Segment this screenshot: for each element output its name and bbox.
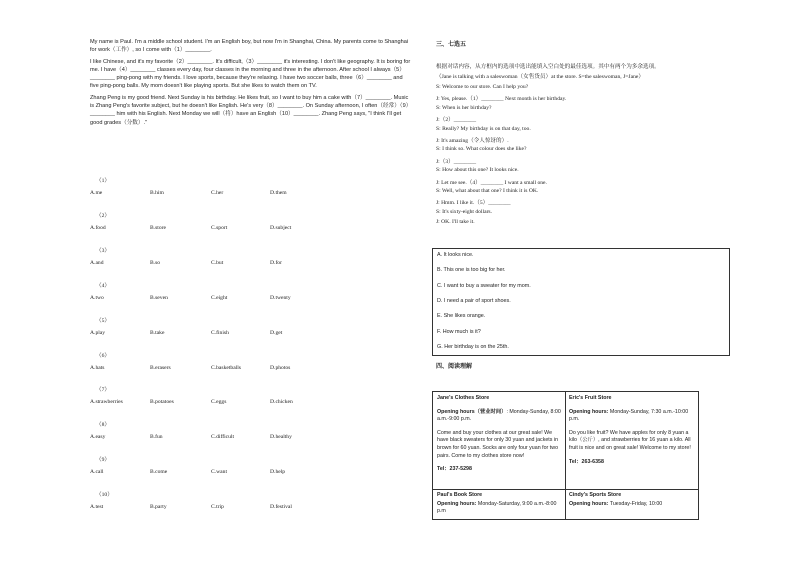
store-cell-eric (569, 395, 693, 466)
answer-option[interactable]: D.healthy (270, 434, 292, 441)
section-3-context: （Jane is talking with a saleswoman（女售货员）at the store. S=the saleswoman, J=Jane） (436, 74, 644, 80)
section-3-title: 三、七选五 (436, 42, 467, 48)
answer-option[interactable]: B.potatoes (150, 399, 174, 406)
question-number: （10） (96, 492, 113, 499)
answer-option[interactable]: A.me (90, 190, 103, 196)
store-name: Cindy's Sports Store (569, 492, 622, 498)
answer-option[interactable]: B.so (150, 259, 161, 266)
dialogue-line: S: Welcome to our store. Can I help you? (436, 84, 529, 90)
question-number: （9） (96, 457, 110, 464)
store-cell-jane (437, 395, 561, 474)
dialogue-line: J: Let me see.（4）________ I want a small one. (436, 179, 547, 186)
question-number: （4） (96, 282, 110, 289)
store-name: Eric's Fruit Store (569, 395, 612, 401)
store-hours: Opening hours（营业时间）: Monday-Sunday, 8:00 a.m.-9:00 p.m. (437, 408, 561, 423)
section-3-instruction: 根据对话内容，从方框内的选项中选出能填入空白处的最佳选项。其中有两个为多余选项。 (436, 64, 660, 70)
answer-option[interactable]: A.test (90, 504, 104, 511)
store-text: Come and buy your clothes at our great sale! We have black sweaters for only 30 yuan and jackets in brown for 60 yuan. Socks are only four yuan for two pairs. Come to my clothes store now! (437, 429, 559, 459)
choice-option[interactable]: D. I need a pair of sport shoes. (437, 297, 511, 304)
answer-option[interactable]: C.sport (211, 224, 228, 231)
answer-option[interactable]: D.get (270, 329, 283, 336)
question-number: （6） (96, 352, 110, 359)
answer-option[interactable]: D.twenty (270, 294, 291, 301)
dialogue-line: J: OK. I'll take it. (436, 219, 475, 226)
answer-option[interactable]: D.chicken (270, 399, 293, 406)
dialogue-line: S: When is her birthday? (436, 104, 492, 111)
table-divider (565, 392, 566, 519)
dialogue-line: S: Really? My birthday is on that day, too. (436, 125, 531, 132)
answer-option[interactable]: C.but (211, 259, 224, 266)
answer-option[interactable]: C.difficult (211, 434, 235, 441)
store-cell-cindy (569, 492, 693, 508)
choice-option[interactable]: F. How much is it? (437, 328, 481, 335)
store-name: Paul's Book Store (437, 492, 483, 498)
answer-option[interactable]: C.want (211, 469, 228, 476)
answer-option[interactable]: D.for (270, 259, 282, 266)
cloze-passage (90, 38, 412, 130)
choice-option[interactable]: B. This one is too big for her. (437, 267, 506, 274)
store-hours: Opening hours: Tuesday-Friday, 10:00 (569, 500, 663, 507)
answer-option[interactable]: B.him (150, 190, 164, 196)
options-box (432, 248, 730, 356)
answer-option[interactable]: C.finish (211, 329, 229, 336)
question-number: （7） (96, 387, 110, 394)
passage-paragraph-3: Zhang Peng is my good friend. Next Sunday is his birthday. He likes fruit, so I want to buy him a cake with（7）________. Music is Zhang Peng's favorite subject, but he doesn't like English. He's very（8）________. On Sunday afternoon, I often（经常）（9）________ him with his English. Next Monday we will（将）have an English（10）________. Zhang Peng says, "I think I'll get good grades（分数）." (90, 94, 412, 126)
answer-option[interactable]: B.store (150, 224, 167, 231)
passage-paragraph-2: I like Chinese, and it's my favorite（2）________. It's difficult,（3）________ it's interesting. I don't like geography. It is boring for me. I have（4）________ classes every day, four classes in the morning and three in the afternoon. After school I always（5）________ ping-pong with my friends. I love sports, because they're relaxing. I have two soccer balls, three（6）________ and five ping-pong balls. My mom doesn't like playing sports. But she likes to watch them on TV. (90, 58, 411, 90)
store-table (432, 391, 699, 520)
store-text: Do you like fruit? We have apples for only 8 yuan a kilo（公斤）, and strawberries for 16 yuan a kilo. All fruit is nice and on great sale! Welcome to my store! (569, 429, 691, 451)
store-tel: Tel：237-5298 (437, 466, 472, 473)
question-number: （1） (96, 178, 110, 184)
store-name: Jane's Clothes Store (437, 395, 490, 401)
answer-option[interactable]: C.eight (211, 294, 228, 301)
answer-option[interactable]: B.fun (150, 434, 163, 441)
dialogue-line: J: Yes, please.（1）________ Next month is her birthday. (436, 96, 567, 103)
dialogue-line: J:（2）________ (436, 117, 477, 124)
question-number: （8） (96, 422, 110, 429)
answer-option[interactable]: B.erasers (150, 364, 171, 371)
answer-option[interactable]: B.seven (150, 294, 168, 301)
question-number: （2） (96, 212, 110, 219)
store-cell-paul (437, 492, 561, 516)
section-4-title: 四、阅读理解 (436, 364, 473, 370)
answer-option[interactable]: D.festival (270, 504, 292, 511)
answer-option[interactable]: D.help (270, 469, 286, 476)
dialogue-line: J: It's amazing（令人惊讶的）. (436, 138, 509, 144)
answer-option[interactable]: B.come (150, 469, 168, 476)
dialogue-line: J: Hmm. I like it.（5）________ (436, 200, 511, 207)
answer-option[interactable]: D.photos (270, 364, 291, 371)
answer-option[interactable]: A.food (90, 224, 106, 231)
answer-option[interactable]: A.two (90, 294, 104, 301)
answer-option[interactable]: C.trip (211, 504, 224, 511)
passage-paragraph-1: My name is Paul. I'm a middle school student. I'm an English boy, but now I'm in Shanghai, China. My parents come to Shanghai for work（工作）, so I come with（1）________. (90, 39, 409, 54)
dialogue-line: S: How about this one? It looks nice. (436, 167, 519, 174)
answer-option[interactable]: B.take (150, 329, 165, 336)
answer-option[interactable]: C.eggs (211, 399, 227, 406)
store-hours: Opening hours: Monday-Saturday, 9:00 a.m.-8:00 p.m (437, 500, 557, 515)
answer-option[interactable]: B.party (150, 504, 167, 511)
answer-option[interactable]: C.basketballs (211, 364, 241, 371)
answer-option[interactable]: D.subject (270, 224, 292, 231)
choice-option[interactable]: C. I want to buy a sweater for my mom. (437, 282, 531, 289)
choice-option[interactable]: G. Her birthday is on the 25th. (437, 343, 509, 350)
store-hours: Opening hours: Monday-Sunday, 7:30 a.m.-10:00 p.m. (569, 408, 689, 423)
dialogue-line: S: It's sixty-eight dollars. (436, 208, 493, 215)
question-number: （5） (96, 317, 110, 324)
answer-option[interactable]: A.hats (90, 364, 105, 371)
dialogue-line: S: I think so. What colour does she like? (436, 146, 527, 153)
answer-option[interactable]: A.and (90, 259, 104, 266)
answer-option[interactable]: A.easy (90, 434, 106, 441)
answer-option[interactable]: C.her (211, 190, 224, 196)
store-tel: Tel：263-6358 (569, 458, 604, 465)
choice-option[interactable]: E. She likes orange. (437, 313, 486, 320)
question-number: （3） (96, 247, 110, 254)
dialogue-line: S: Well, what about that one? I think it is OK. (436, 188, 539, 194)
answer-option[interactable]: A.strawberries (90, 399, 123, 406)
answer-option[interactable]: D.them (270, 190, 287, 196)
table-divider (433, 489, 698, 490)
dialogue-line: J:（3）________ (436, 158, 477, 165)
answer-option[interactable]: A.play (90, 329, 106, 336)
choice-option[interactable]: A. It looks nice. (437, 252, 474, 258)
answer-option[interactable]: A.call (90, 469, 104, 476)
